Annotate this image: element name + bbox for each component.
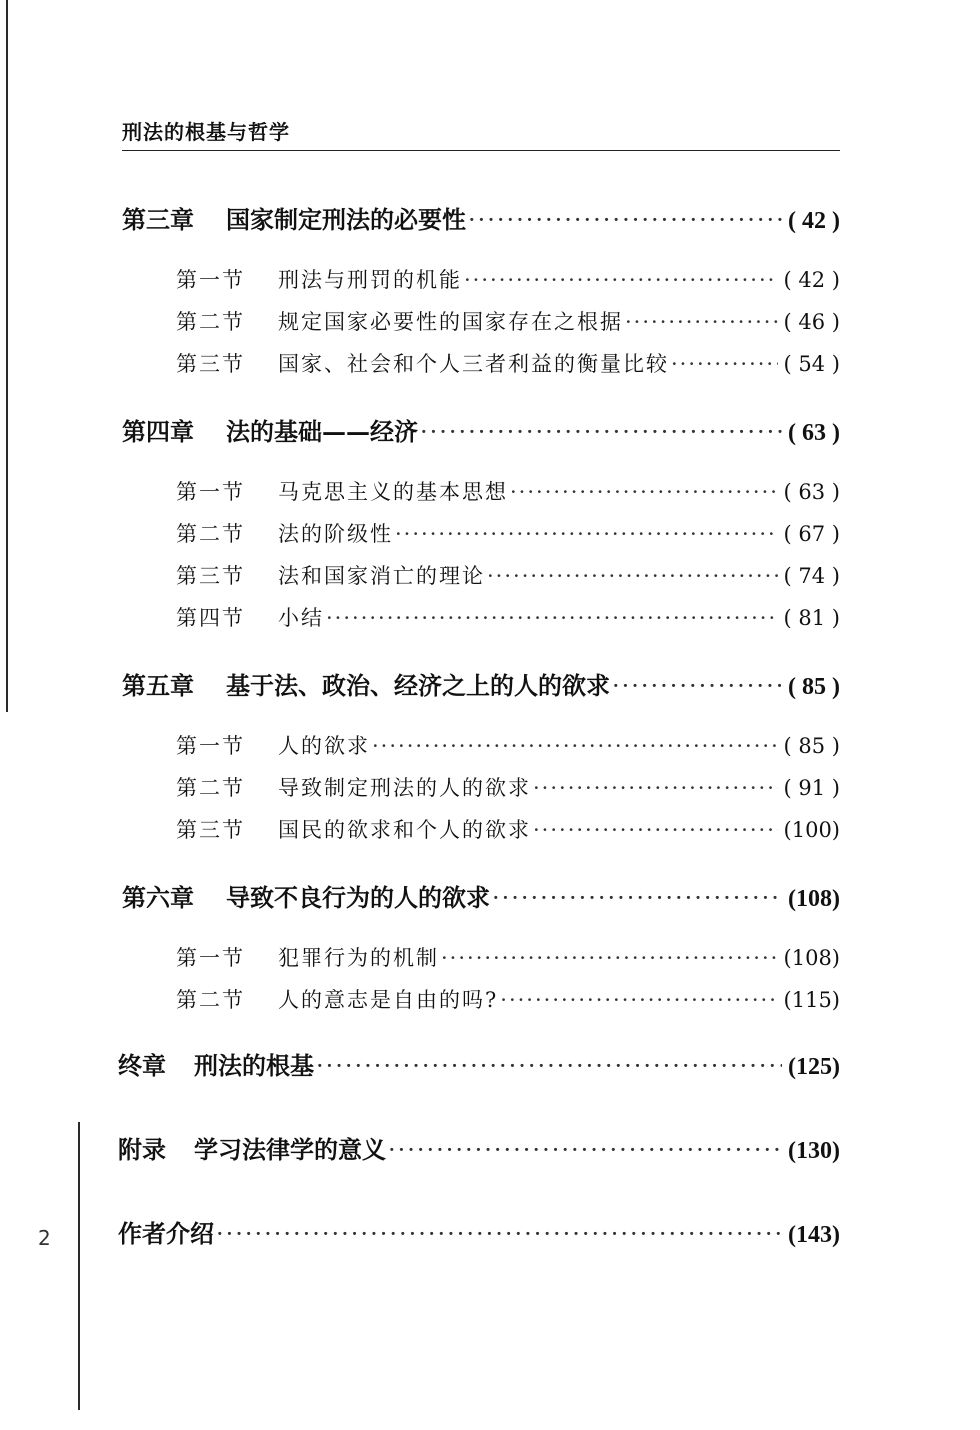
toc-section[interactable] bbox=[176, 602, 840, 632]
toc-section[interactable] bbox=[176, 264, 840, 294]
toc-title: 法的阶级性 bbox=[278, 522, 393, 546]
dot-leader bbox=[492, 884, 782, 912]
page-edge-rule-bottom bbox=[78, 1122, 80, 1410]
toc-page: ( 81 ) bbox=[783, 606, 840, 630]
dot-leader bbox=[441, 946, 778, 970]
toc-title: 法的基础——经济 bbox=[226, 417, 418, 446]
toc-label: 第六章 bbox=[122, 883, 194, 912]
toc-page: (125) bbox=[788, 1054, 840, 1080]
dot-leader bbox=[326, 606, 778, 630]
toc-label: 第一节 bbox=[176, 480, 245, 504]
toc-title: 马克思主义的基本思想 bbox=[278, 480, 508, 504]
toc-label: 附录 bbox=[118, 1135, 166, 1164]
toc-section[interactable] bbox=[176, 476, 840, 506]
dot-leader bbox=[500, 988, 777, 1012]
dot-leader bbox=[487, 564, 778, 588]
toc-title: 法和国家消亡的理论 bbox=[278, 564, 485, 588]
toc-page: (108) bbox=[783, 946, 840, 970]
toc-label: 第三节 bbox=[176, 564, 245, 588]
toc-section[interactable] bbox=[176, 942, 840, 972]
toc-section[interactable] bbox=[176, 560, 840, 590]
toc-label: 终章 bbox=[118, 1051, 166, 1080]
toc-page: ( 74 ) bbox=[783, 564, 840, 588]
toc-title: 国家制定刑法的必要性 bbox=[226, 205, 466, 234]
page-edge-rule-top bbox=[6, 0, 8, 712]
toc-chapter[interactable] bbox=[122, 878, 840, 913]
toc-section[interactable] bbox=[176, 814, 840, 844]
dot-leader bbox=[671, 352, 778, 376]
toc-label: 第二节 bbox=[176, 988, 245, 1012]
toc-section[interactable] bbox=[176, 518, 840, 548]
toc-appendix[interactable] bbox=[118, 1130, 840, 1165]
toc-title: 导致不良行为的人的欲求 bbox=[226, 883, 490, 912]
toc-page: (100) bbox=[783, 818, 840, 842]
toc-chapter[interactable] bbox=[122, 200, 840, 235]
dot-leader bbox=[612, 672, 782, 700]
toc-title: 人的欲求 bbox=[278, 734, 370, 758]
dot-leader bbox=[372, 734, 778, 758]
toc-label: 第一节 bbox=[176, 268, 245, 292]
toc-label: 第二节 bbox=[176, 776, 245, 800]
toc-title: 基于法、政治、经济之上的人的欲求 bbox=[226, 671, 610, 700]
toc-title: 国民的欲求和个人的欲求 bbox=[278, 818, 531, 842]
toc-title: 导致制定刑法的人的欲求 bbox=[278, 776, 531, 800]
toc-page: ( 46 ) bbox=[783, 310, 840, 334]
toc-label: 第四节 bbox=[176, 606, 245, 630]
toc-title: 作者介绍 bbox=[118, 1219, 214, 1248]
toc-label: 第二节 bbox=[176, 310, 245, 334]
toc-label: 第二节 bbox=[176, 522, 245, 546]
toc-section[interactable] bbox=[176, 772, 840, 802]
toc-section[interactable] bbox=[176, 984, 840, 1014]
dot-leader bbox=[625, 310, 778, 334]
dot-leader bbox=[468, 206, 782, 234]
page-number: 2 bbox=[38, 1226, 51, 1250]
toc-label: 第三节 bbox=[176, 818, 245, 842]
toc-author[interactable] bbox=[118, 1214, 840, 1249]
dot-leader bbox=[510, 480, 778, 504]
dot-leader bbox=[464, 268, 778, 292]
toc-title: 规定国家必要性的国家存在之根据 bbox=[278, 310, 623, 334]
toc-page: ( 63 ) bbox=[788, 420, 840, 446]
toc-page: (115) bbox=[783, 988, 840, 1012]
toc-title: 国家、社会和个人三者利益的衡量比较 bbox=[278, 352, 669, 376]
dot-leader bbox=[216, 1220, 782, 1248]
dot-leader bbox=[388, 1136, 782, 1164]
toc-section[interactable] bbox=[176, 348, 840, 378]
running-header: 刑法的根基与哲学 bbox=[122, 120, 290, 144]
toc-page: (108) bbox=[788, 886, 840, 912]
toc-label: 第三章 bbox=[122, 205, 194, 234]
toc-title: 刑法的根基 bbox=[194, 1051, 314, 1080]
toc-label: 第四章 bbox=[122, 417, 194, 446]
toc-page: ( 63 ) bbox=[783, 480, 840, 504]
toc-section[interactable] bbox=[176, 306, 840, 336]
toc-chapter[interactable] bbox=[122, 412, 840, 447]
header-divider bbox=[122, 150, 840, 151]
toc-chapter[interactable] bbox=[122, 666, 840, 701]
toc-page: ( 85 ) bbox=[783, 734, 840, 758]
toc-page: ( 85 ) bbox=[788, 674, 840, 700]
dot-leader bbox=[533, 776, 778, 800]
toc-page: ( 42 ) bbox=[788, 208, 840, 234]
toc-title: 人的意志是自由的吗? bbox=[278, 988, 499, 1012]
toc-title: 犯罪行为的机制 bbox=[278, 946, 439, 970]
toc-chapter[interactable] bbox=[118, 1046, 840, 1081]
toc-title: 小结 bbox=[278, 606, 324, 630]
toc-label: 第一节 bbox=[176, 946, 245, 970]
toc-section[interactable] bbox=[176, 730, 840, 760]
dot-leader bbox=[420, 418, 782, 446]
dot-leader bbox=[316, 1052, 782, 1080]
dot-leader bbox=[533, 818, 778, 842]
toc-page: (130) bbox=[788, 1138, 840, 1164]
toc-page: ( 54 ) bbox=[783, 352, 840, 376]
toc-label: 第五章 bbox=[122, 671, 194, 700]
toc-label: 第一节 bbox=[176, 734, 245, 758]
toc-page: ( 42 ) bbox=[783, 268, 840, 292]
toc-page: (143) bbox=[788, 1222, 840, 1248]
toc-page: ( 91 ) bbox=[783, 776, 840, 800]
dot-leader bbox=[395, 522, 778, 546]
toc-page: ( 67 ) bbox=[783, 522, 840, 546]
toc-title: 刑法与刑罚的机能 bbox=[278, 268, 462, 292]
toc-label: 第三节 bbox=[176, 352, 245, 376]
toc-title: 学习法律学的意义 bbox=[194, 1135, 386, 1164]
